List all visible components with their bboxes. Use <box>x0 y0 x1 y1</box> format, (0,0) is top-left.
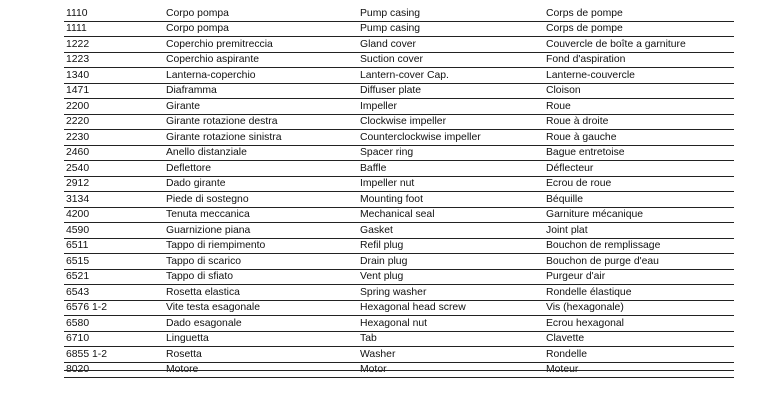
part-code-cell: 2912 <box>66 178 90 190</box>
italian-name-cell: Linguetta <box>166 333 209 345</box>
french-name-cell: Bouchon de remplissage <box>546 240 661 252</box>
english-name-cell: Lantern-cover Cap. <box>360 69 449 81</box>
english-name-cell: Washer <box>360 348 396 360</box>
english-name-cell: Spring washer <box>360 286 427 298</box>
part-code-cell: 6511 <box>66 240 89 252</box>
french-name-cell: Corps de pompe <box>546 7 623 19</box>
part-code-cell: 6710 <box>66 333 90 345</box>
french-name-cell: Joint plat <box>546 224 588 236</box>
french-name-cell: Roue à gauche <box>546 131 617 143</box>
table-row <box>64 300 734 316</box>
french-name-cell: Déflecteur <box>546 162 594 174</box>
italian-name-cell: Piede di sostegno <box>166 193 249 205</box>
part-code-cell: 4200 <box>66 209 90 221</box>
part-code-cell: 6580 <box>66 317 90 329</box>
table-row <box>64 207 734 223</box>
french-name-cell: Purgeur d'air <box>546 271 606 283</box>
part-code-cell: 6521 <box>66 271 90 283</box>
italian-name-cell: Coperchio aspirante <box>166 54 259 66</box>
table-row <box>64 316 734 332</box>
italian-name-cell: Coperchio premitreccia <box>166 38 273 50</box>
part-code-cell: 2460 <box>66 147 90 159</box>
italian-name-cell: Vite testa esagonale <box>166 302 260 314</box>
table-row <box>64 83 734 99</box>
french-name-cell: Bague entretoise <box>546 147 625 159</box>
english-name-cell: Tab <box>360 333 377 345</box>
parts-table <box>64 6 734 378</box>
english-name-cell: Hexagonal head screw <box>360 302 466 314</box>
table-row <box>64 37 734 53</box>
french-name-cell: Lanterne-couvercle <box>546 69 635 81</box>
italian-name-cell: Anello distanziale <box>166 147 247 159</box>
italian-name-cell: Tappo di scarico <box>166 255 242 267</box>
english-name-cell: Impeller nut <box>360 178 415 190</box>
italian-name-cell: Rosetta <box>166 348 202 360</box>
french-name-cell: Clavette <box>546 333 585 345</box>
table-row <box>64 68 734 84</box>
french-name-cell: Couvercle de boîte a garniture <box>546 38 686 50</box>
part-code-cell: 2540 <box>66 162 90 174</box>
part-code-cell: 3134 <box>66 193 90 205</box>
french-name-cell: Moteur <box>546 364 579 376</box>
table-row <box>64 176 734 192</box>
english-name-cell: Clockwise impeller <box>360 116 447 128</box>
italian-name-cell: Girante rotazione sinistra <box>166 131 282 143</box>
part-code-cell: 1471 <box>66 85 90 97</box>
part-code-cell: 2200 <box>66 100 90 112</box>
italian-name-cell: Girante <box>166 100 201 112</box>
italian-name-cell: Dado girante <box>166 178 226 190</box>
french-name-cell: Garniture mécanique <box>546 209 644 221</box>
english-name-cell: Hexagonal nut <box>360 317 428 329</box>
part-code-cell: 8020 <box>66 364 90 376</box>
english-name-cell: Gland cover <box>360 38 417 50</box>
french-name-cell: Fond d'aspiration <box>546 54 626 66</box>
table-row <box>64 331 734 347</box>
table-row <box>64 6 734 21</box>
table-row <box>64 145 734 161</box>
english-name-cell: Gasket <box>360 224 393 236</box>
french-name-cell: Béquille <box>546 193 583 205</box>
table-row <box>64 21 734 37</box>
italian-name-cell: Tappo di sfiato <box>166 271 234 283</box>
french-name-cell: Vis (hexagonale) <box>546 302 624 314</box>
english-name-cell: Mechanical seal <box>360 209 435 221</box>
italian-name-cell: Diaframma <box>166 85 217 97</box>
english-name-cell: Pump casing <box>360 7 421 19</box>
french-name-cell: Rondelle <box>546 348 588 360</box>
english-name-cell: Pump casing <box>360 23 421 35</box>
italian-name-cell: Corpo pompa <box>166 7 229 19</box>
table-row <box>64 130 734 146</box>
part-code-cell: 6543 <box>66 286 90 298</box>
table-row <box>64 285 734 301</box>
italian-name-cell: Corpo pompa <box>166 23 229 35</box>
french-name-cell: Cloison <box>546 85 581 97</box>
italian-name-cell: Dado esagonale <box>166 317 242 329</box>
table-row <box>64 254 734 270</box>
english-name-cell: Counterclockwise impeller <box>360 131 481 143</box>
italian-name-cell: Deflettore <box>166 162 212 174</box>
italian-name-cell: Lanterna-coperchio <box>166 69 256 81</box>
french-name-cell: Rondelle élastique <box>546 286 632 298</box>
bottom-divider <box>64 370 734 371</box>
table-row <box>64 99 734 115</box>
italian-name-cell: Guarnizione piana <box>166 224 251 236</box>
table-row <box>64 269 734 285</box>
part-code-cell: 2220 <box>66 116 90 128</box>
parts-table-body <box>64 6 734 378</box>
table-row <box>64 114 734 130</box>
italian-name-cell: Motore <box>166 364 199 376</box>
italian-name-cell: Tenuta meccanica <box>166 209 250 221</box>
french-name-cell: Bouchon de purge d'eau <box>546 255 659 267</box>
english-name-cell: Diffuser plate <box>360 85 422 97</box>
french-name-cell: Roue <box>546 100 571 112</box>
english-name-cell: Suction cover <box>360 54 423 66</box>
part-code-cell: 1223 <box>66 54 90 66</box>
french-name-cell: Corps de pompe <box>546 23 623 35</box>
part-code-cell: 6515 <box>66 255 90 267</box>
part-code-cell: 1340 <box>66 69 90 81</box>
english-name-cell: Impeller <box>360 100 397 112</box>
italian-name-cell: Tappo di riempimento <box>166 240 266 252</box>
english-name-cell: Mounting foot <box>360 193 423 205</box>
table-row <box>64 192 734 208</box>
table-row <box>64 223 734 239</box>
italian-name-cell: Rosetta elastica <box>166 286 240 298</box>
english-name-cell: Vent plug <box>360 271 404 283</box>
english-name-cell: Drain plug <box>360 255 408 267</box>
english-name-cell: Refil plug <box>360 240 404 252</box>
french-name-cell: Ecrou de roue <box>546 178 612 190</box>
french-name-cell: Roue à droite <box>546 116 609 128</box>
part-code-cell: 1110 <box>66 7 88 19</box>
italian-name-cell: Girante rotazione destra <box>166 116 278 128</box>
part-code-cell: 6576 1-2 <box>66 302 108 314</box>
table-row <box>64 238 734 254</box>
part-code-cell: 1222 <box>66 38 90 50</box>
part-code-cell: 4590 <box>66 224 90 236</box>
table-row <box>64 161 734 177</box>
english-name-cell: Motor <box>360 364 387 376</box>
english-name-cell: Spacer ring <box>360 147 414 159</box>
table-row <box>64 347 734 363</box>
part-code-cell: 2230 <box>66 131 90 143</box>
part-code-cell: 1111 <box>66 23 87 35</box>
french-name-cell: Ecrou hexagonal <box>546 317 624 329</box>
part-code-cell: 6855 1-2 <box>66 348 108 360</box>
english-name-cell: Baffle <box>360 162 387 174</box>
table-row <box>64 52 734 68</box>
